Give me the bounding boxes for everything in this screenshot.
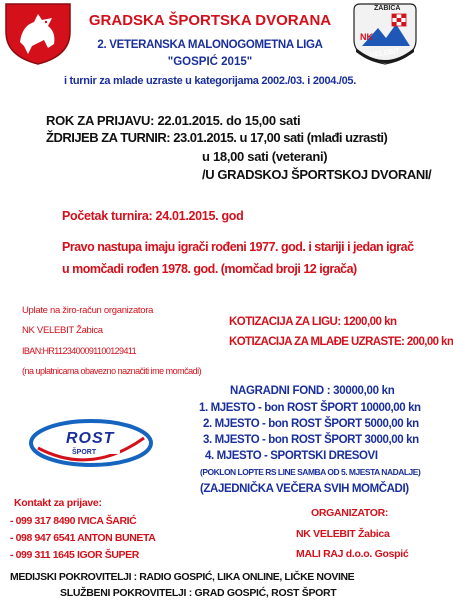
club-badge <box>352 2 418 66</box>
club-badge-nk-text: NK <box>360 32 373 42</box>
league-name: "GOSPIĆ 2015" <box>167 56 253 68</box>
fee-league: KOTIZACIJA ZA LIGU: 1200,00 kn <box>229 316 397 328</box>
deadline-draw: ŽDRIJEB ZA TURNIR: 23.01.2015. u 17,00 sati (mlađi uzrasti) <box>46 130 388 145</box>
deadline-venue: /U GRADSKOJ ŠPORTSKOJ DVORANI/ <box>202 167 432 182</box>
rost-brand-text: ROST <box>66 430 115 447</box>
payment-line-1: Uplate na žiro-račun organizatora <box>22 305 154 316</box>
media-sponsors: MEDIJSKI POKROVITELJI : RADIO GOSPIĆ, LIKA ONLINE, LIČKE NOVINE <box>10 571 355 583</box>
prize-3: 3. MJESTO - bon ROST ŠPORT 3000,00 kn <box>203 434 419 446</box>
organizer-2: MALI RAJ d.o.o. Gospić <box>296 548 409 560</box>
club-badge-top-text: ŽABICA <box>374 5 401 12</box>
deadline-registration: ROK ZA PRIJAVU: 22.01.2015. do 15,00 sati <box>46 113 301 128</box>
tournament-start: Početak turnira: 24.01.2015. god <box>62 209 244 223</box>
eligibility-line-2: u momčadi rođen 1978. god. (momčad broji 12 igrača) <box>62 262 357 276</box>
league-title: 2. VETERANSKA MALONOGOMETNA LIGA <box>97 39 323 51</box>
subtitle: i turnir za mlade uzraste u kategorijama 2002./03. i 2004./05. <box>64 75 356 87</box>
prize-dinner: (ZAJEDNIČKA VEČERA SVIH MOMČADI) <box>200 483 409 495</box>
deadline-veterans: u 18,00 sati (veterani) <box>202 149 328 164</box>
payment-iban: IBAN:HR1123400091100129411 <box>22 346 137 356</box>
payment-note: (na uplatnicama obavezno naznačiti ime momčadi) <box>22 366 202 376</box>
club-badge-bottom-text: VELEBIT <box>369 47 400 60</box>
prize-2: 2. MJESTO - bon ROST ŠPORT 5000,00 kn <box>203 418 419 430</box>
official-sponsors: SLUŽBENI POKROVITELJI : GRAD GOSPIĆ, ROST ŠPORT <box>60 587 337 599</box>
contact-1: - 099 317 8490 IVICA ŠARIĆ <box>10 515 137 527</box>
contact-3: - 099 311 1645 IGOR ŠUPER <box>10 549 139 561</box>
page-title: GRADSKA ŠPORTSKA DVORANA <box>88 12 332 29</box>
payment-line-2: NK VELEBIT Žabica <box>22 325 103 336</box>
rost-sport-logo <box>28 418 154 468</box>
organizer-1: NK VELEBIT Žabica <box>296 528 390 540</box>
eligibility-line-1: Pravo nastupa imaju igrači rođeni 1977. god. i stariji i jedan igrač <box>62 240 414 254</box>
rost-sub-text: ŠPORT <box>72 449 97 456</box>
fee-youth: KOTIZACIJA ZA MLAĐE UZRASTE: 200,00 kn <box>229 336 453 348</box>
contact-2: - 098 947 6541 ANTON BUNETA <box>10 532 156 544</box>
prize-note: (POKLON LOPTE RS LINE SAMBA OD 5. MJESTA NADALJE) <box>200 467 421 477</box>
prize-fund-title: NAGRADNI FOND : 30000,00 kn <box>230 385 395 397</box>
prize-1: 1. MJESTO - bon ROST ŠPORT 10000,00 kn <box>199 402 421 414</box>
contacts-title: Kontakt za prijave: <box>14 497 102 509</box>
organizer-title: ORGANIZATOR: <box>311 507 389 519</box>
prize-4: 4. MJESTO - SPORTSKI DRESOVI <box>205 450 378 462</box>
